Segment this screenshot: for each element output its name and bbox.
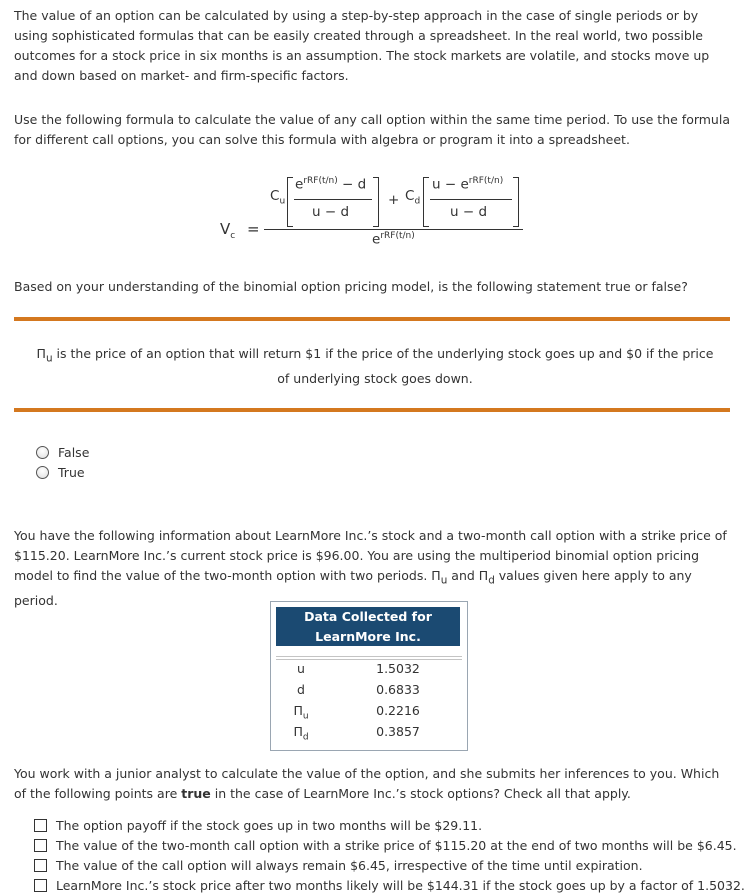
check-label: LearnMore Inc.’s stock price after two months likely will be $144.31 if the stock goes up by a factor of 1.5032. bbox=[56, 878, 745, 893]
table-row: $\Pi_u$ 0.2216 bbox=[293, 703, 420, 722]
left-bracket bbox=[423, 177, 429, 227]
check-label: The value of the call option will always remain $6.45, irrespective of the time until expiration. bbox=[56, 858, 643, 873]
main-fraction-line bbox=[264, 229, 523, 230]
formula-plus: + bbox=[388, 192, 400, 208]
check-option[interactable] bbox=[34, 878, 745, 893]
question-text: Based on your understanding of the binomial option pricing model, is the following statement true or false? bbox=[14, 279, 688, 294]
fraction-line bbox=[430, 199, 512, 200]
statement-bottom-rule bbox=[14, 408, 730, 412]
formula-cu: $C_u$ bbox=[270, 188, 286, 207]
intro-paragraph: The value of an option can be calculated by using a step-by-step approach in the case of single periods or by using sophisticated formulas that can be easily created through a spreadsheet. In the real world, two possible outcomes for a stock price in six months is an assumption. The stock markets are volatile, and stocks move up and down based on market- and firm-specific factors. bbox=[14, 8, 710, 83]
option-true[interactable] bbox=[36, 465, 85, 480]
checkbox[interactable] bbox=[34, 859, 47, 872]
right-bracket bbox=[513, 177, 519, 227]
formula-numerator-up: $e^{rRF(t/n)} - d$ bbox=[295, 176, 367, 193]
formula-denominator-down: u − d bbox=[450, 204, 488, 220]
call-option-formula bbox=[0, 172, 748, 252]
option-false[interactable] bbox=[36, 445, 89, 460]
check-option[interactable] bbox=[34, 838, 737, 853]
checkbox[interactable] bbox=[34, 839, 47, 852]
formula-denominator-up: u − d bbox=[312, 204, 350, 220]
table-header: Data Collected for LearnMore Inc. bbox=[276, 607, 460, 646]
formula-main-denominator: $e^{rRF(t/n)}$ bbox=[372, 231, 415, 248]
option-label: False bbox=[58, 445, 90, 460]
formula-numerator-down: $u - e^{rRF(t/n)}$ bbox=[432, 176, 504, 193]
fraction-line bbox=[294, 199, 372, 200]
table-row: $\Pi_d$ 0.3857 bbox=[293, 724, 420, 743]
scenario-paragraph: You have the following information about LearnMore Inc.’s stock and a two-month call option with a strike price of $115.20. LearnMore Inc.’s current stock price is $96.00. You are using the multiperiod binomial option pricing model to find the value of the two-month option with two periods. $\Pi_u$ and $\Pi_d$ values given here apply to any period. bbox=[14, 528, 727, 608]
formula-lhs: $V_c$ bbox=[220, 220, 236, 241]
analyst-paragraph: You work with a junior analyst to calculate the value of the option, and she submits her inferences to you. Which of the following points are true in the case of LearnMore Inc.’s stock options? Check all that apply. bbox=[14, 766, 720, 801]
statement-top-rule bbox=[14, 317, 730, 321]
radio-button[interactable] bbox=[36, 446, 49, 459]
table-divider bbox=[276, 659, 462, 660]
right-bracket bbox=[373, 177, 379, 227]
checkbox[interactable] bbox=[34, 819, 47, 832]
check-option[interactable] bbox=[34, 858, 643, 873]
table-divider bbox=[276, 656, 462, 657]
check-label: The option payoff if the stock goes up in two months will be $29.11. bbox=[56, 818, 483, 833]
check-label: The value of the two-month call option with a strike price of $115.20 at the end of two months will be $6.45. bbox=[56, 838, 737, 853]
radio-button[interactable] bbox=[36, 466, 49, 479]
data-table bbox=[270, 601, 468, 751]
formula-intro-paragraph: Use the following formula to calculate the value of any call option within the same time period. To use the formula for different call options, you can solve this formula with algebra or program it into a spreadsheet. bbox=[14, 112, 730, 147]
option-label: True bbox=[58, 465, 85, 480]
statement-text: $\Pi_u$ is the price of an option that will return $1 if the price of the underlying stock goes up and $0 if the price of underlying stock goes down. bbox=[36, 346, 714, 386]
table-row: u 1.5032 bbox=[297, 661, 420, 676]
formula-equals: = bbox=[247, 220, 260, 238]
checkbox[interactable] bbox=[34, 879, 47, 892]
check-option[interactable] bbox=[34, 818, 482, 833]
formula-cd: $C_d$ bbox=[405, 188, 421, 207]
left-bracket bbox=[287, 177, 293, 227]
table-row: d 0.6833 bbox=[297, 682, 420, 697]
